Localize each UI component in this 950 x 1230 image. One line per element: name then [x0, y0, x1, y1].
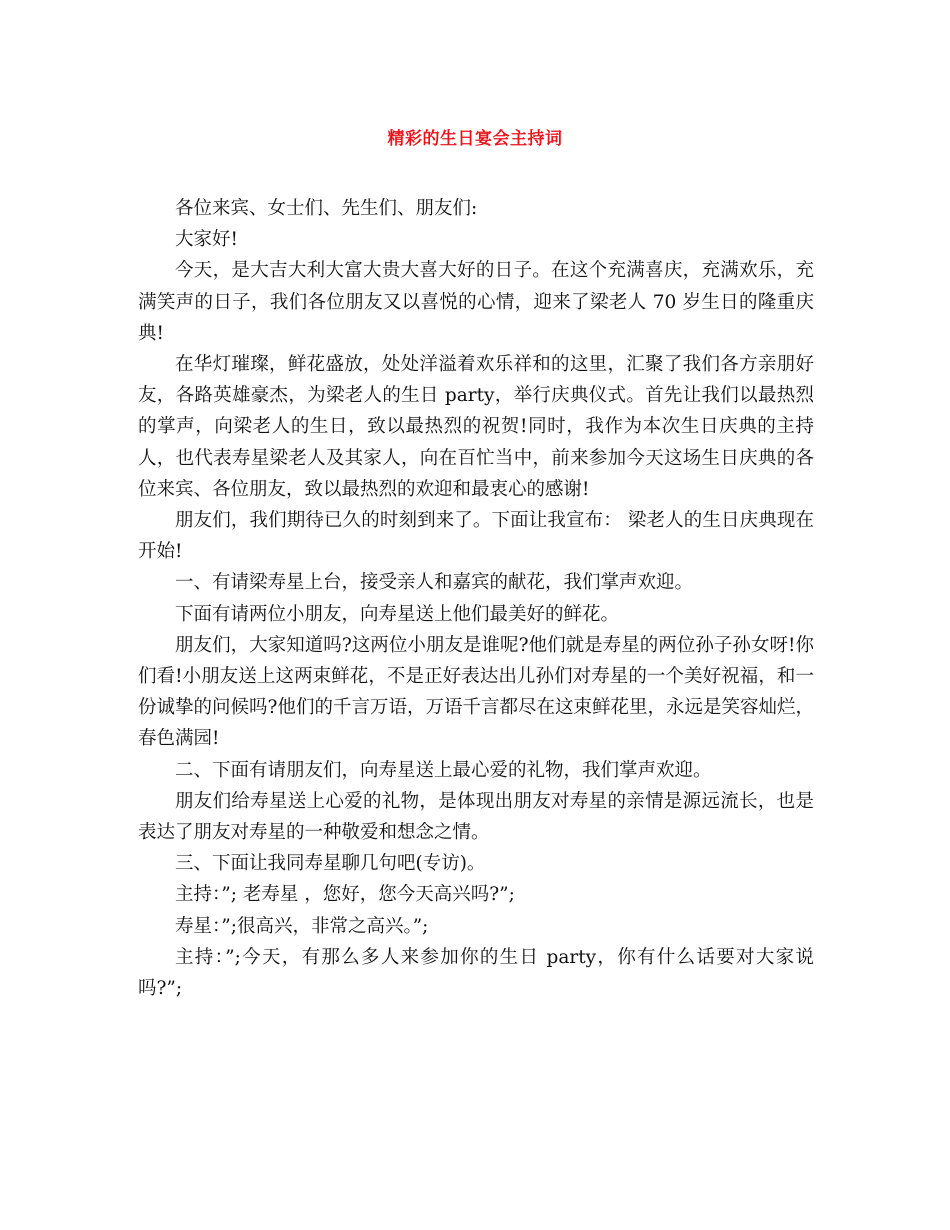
paragraph-gifts: 朋友们给寿星送上心爱的礼物，是体现出朋友对寿星的亲情是源远流长，也是表达了朋友对寿星的一种敬爱和想念之情。 [138, 790, 814, 844]
paragraph-host-question-2: 主持：”;今天，有那么多人来参加你的生日 party，你有什么话要对大家说吗?”; [138, 946, 814, 1000]
paragraph-announce-start: 朋友们，我们期待已久的时刻到来了。下面让我宣布： 梁老人的生日庆典现在开始! [138, 510, 814, 563]
paragraph-today: 今天，是大吉大利大富大贵大喜大好的日子。在这个充满喜庆，充满欢乐，充满笑声的日子，我们各位朋友又以喜悦的心情，迎来了梁老人 70 岁生日的隆重庆典! [138, 260, 814, 344]
paragraph-hello: 大家好! [175, 229, 238, 251]
paragraph-section-one: 一、有请梁寿星上台，接受亲人和嘉宾的献花，我们掌声欢迎。 [175, 572, 694, 594]
paragraph-section-three: 三、下面让我同寿星聊几句吧(专访)。 [175, 853, 486, 875]
paragraph-grandchildren: 朋友们，大家知道吗?这两位小朋友是谁呢?他们就是寿星的两位孙子孙女呀!你们看!小朋友送上这两束鲜花，不是正好表达出儿孙们对寿星的一个美好祝福，和一份诚挚的问候吗?他们的千言万语，万语千言都尽在这束鲜花里，永远是笑容灿烂，春色满园! [138, 634, 814, 750]
paragraph-children-flowers: 下面有请两位小朋友，向寿星送上他们最美好的鲜花。 [175, 603, 620, 625]
document-body [138, 193, 814, 1004]
paragraph-birthday-answer-1: 寿星：”;很高兴，非常之高兴。”; [175, 915, 429, 937]
document-title: 精彩的生日宴会主持词 [387, 129, 563, 149]
paragraph-greeting-audience: 各位来宾、女士们、先生们、朋友们: [175, 198, 478, 219]
paragraph-section-two: 二、下面有请朋友们，向寿星送上最心爱的礼物，我们掌声欢迎。 [175, 759, 712, 781]
paragraph-welcome: 在华灯璀璨，鲜花盛放，处处洋溢着欢乐祥和的这里，汇聚了我们各方亲朋好友，各路英雄豪杰，为梁老人的生日 party，举行庆典仪式。首先让我们以最热烈的掌声，向梁老人的生日，致以最热烈的祝贺!同时，我作为本次生日庆典的主持人，也代表寿星梁老人及其家人，向在百忙当中，前来参加今天这场生日庆典的各位来宾、各位朋友，致以最热烈的欢迎和最衷心的感谢! [138, 354, 814, 500]
paragraph-host-question-1: 主持：”; 老寿星 ，您好，您今天高兴吗?”; [175, 884, 515, 906]
